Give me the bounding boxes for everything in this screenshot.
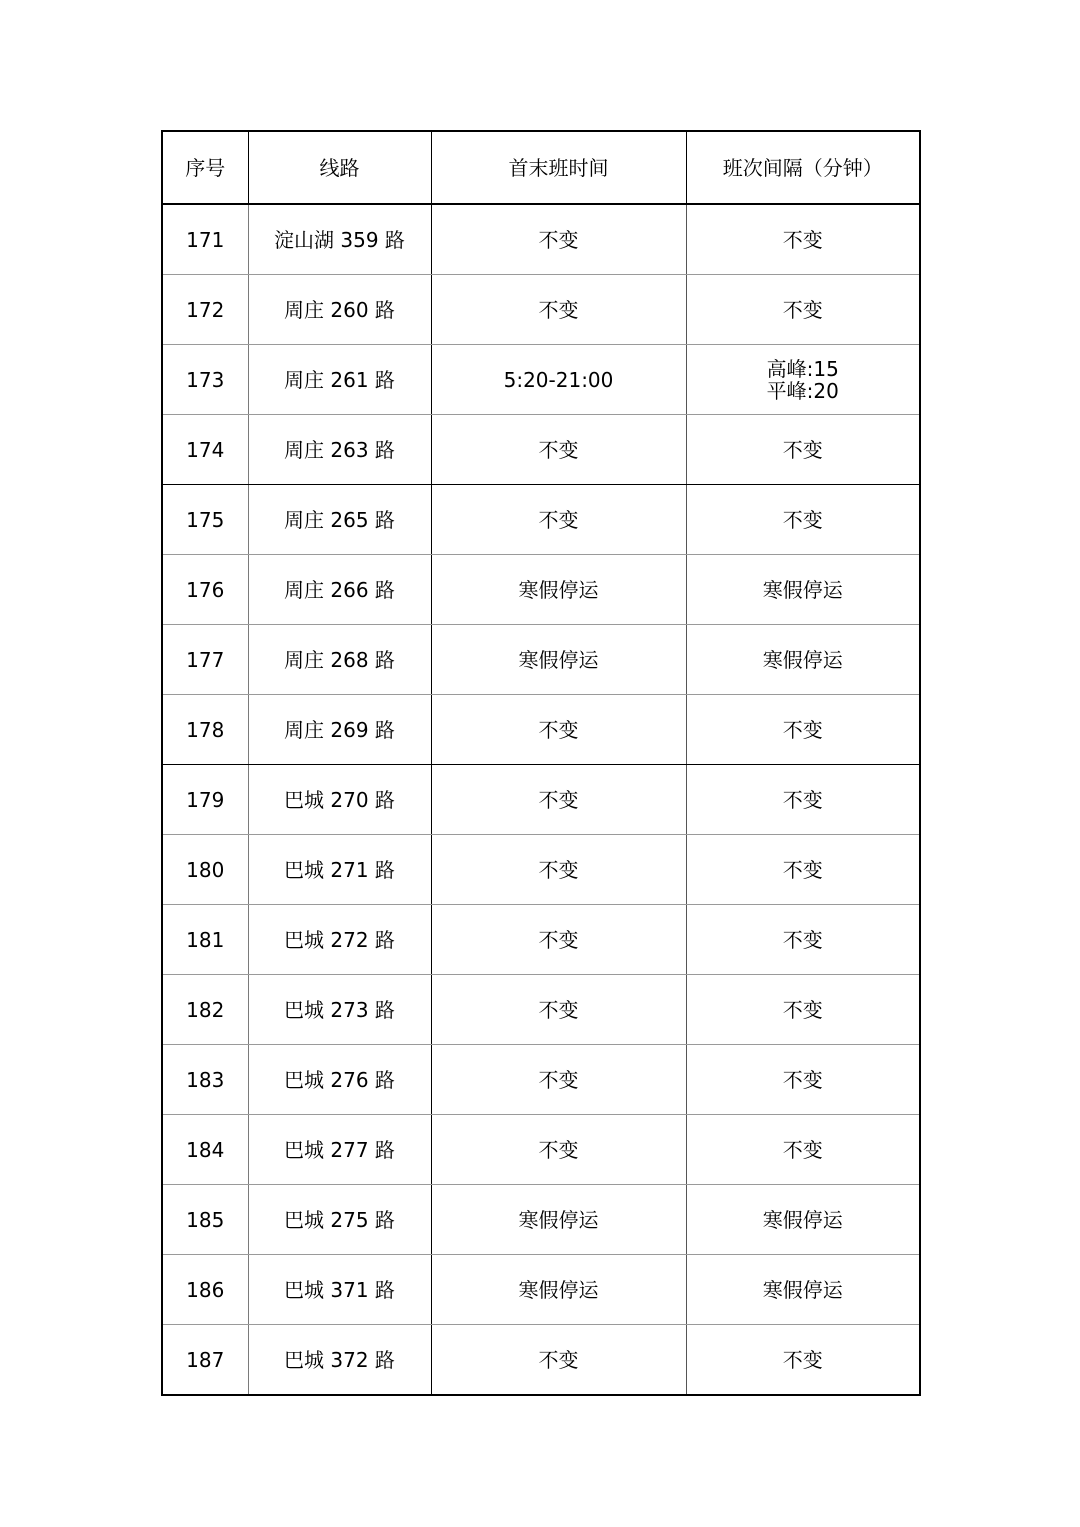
cell-seq: 186: [162, 1255, 248, 1325]
table-row: [162, 485, 920, 555]
table-row: [162, 905, 920, 975]
cell-line: 巴城 275 路: [248, 1185, 431, 1255]
table-row: [162, 1185, 920, 1255]
cell-interval: [686, 905, 920, 975]
table-row: [162, 765, 920, 835]
interval-line: 不变: [782, 297, 823, 322]
table-row: [162, 415, 920, 485]
cell-time: 不变: [431, 204, 686, 275]
cell-line: 巴城 273 路: [248, 975, 431, 1045]
table-row: [162, 555, 920, 625]
cell-seq: 171: [162, 204, 248, 275]
cell-interval: [686, 1045, 920, 1115]
cell-time: 不变: [431, 835, 686, 905]
table-row: [162, 1045, 920, 1115]
cell-line: 淀山湖 359 路: [248, 204, 431, 275]
cell-time: 寒假停运: [431, 1255, 686, 1325]
cell-interval: [686, 765, 920, 835]
table-row: [162, 1325, 920, 1396]
cell-seq: 177: [162, 625, 248, 695]
interval-line: 不变: [782, 857, 823, 882]
cell-time: 不变: [431, 765, 686, 835]
table-row: [162, 835, 920, 905]
table-row: [162, 1115, 920, 1185]
cell-seq: 182: [162, 975, 248, 1045]
cell-seq: 179: [162, 765, 248, 835]
interval-line: 不变: [782, 997, 823, 1022]
cell-interval: [686, 835, 920, 905]
header-row: [162, 131, 920, 204]
cell-interval: [686, 485, 920, 555]
cell-line: 周庄 261 路: [248, 345, 431, 415]
cell-line: 巴城 270 路: [248, 765, 431, 835]
cell-line: 巴城 277 路: [248, 1115, 431, 1185]
cell-seq: 172: [162, 275, 248, 345]
cell-line: 周庄 269 路: [248, 695, 431, 765]
cell-time: 不变: [431, 275, 686, 345]
cell-seq: 181: [162, 905, 248, 975]
cell-time: 不变: [431, 695, 686, 765]
header-seq: 序号: [162, 131, 248, 204]
cell-line: 周庄 266 路: [248, 555, 431, 625]
cell-time: 寒假停运: [431, 555, 686, 625]
cell-seq: 174: [162, 415, 248, 485]
cell-interval: [686, 204, 920, 275]
interval-line: 不变: [782, 507, 823, 532]
cell-interval: [686, 275, 920, 345]
interval-line: 寒假停运: [762, 1277, 843, 1302]
table-row: [162, 1255, 920, 1325]
cell-line: 周庄 268 路: [248, 625, 431, 695]
cell-line: 巴城 271 路: [248, 835, 431, 905]
cell-time: 5:20-21:00: [431, 345, 686, 415]
interval-line: 不变: [782, 787, 823, 812]
interval-line: 不变: [782, 1137, 823, 1162]
interval-line: 不变: [782, 927, 823, 952]
cell-seq: 178: [162, 695, 248, 765]
cell-time: 寒假停运: [431, 1185, 686, 1255]
interval-line: 不变: [782, 1347, 823, 1372]
table-row: [162, 275, 920, 345]
header-line: 线路: [248, 131, 431, 204]
bus-schedule-table: [161, 130, 921, 1396]
cell-seq: 183: [162, 1045, 248, 1115]
cell-time: 不变: [431, 1045, 686, 1115]
cell-time: 不变: [431, 1115, 686, 1185]
cell-time: 不变: [431, 975, 686, 1045]
header-interval: 班次间隔（分钟）: [686, 131, 920, 204]
cell-interval: [686, 345, 920, 415]
cell-line: 周庄 263 路: [248, 415, 431, 485]
interval-line: 不变: [782, 717, 823, 742]
cell-interval: [686, 625, 920, 695]
cell-line: 巴城 371 路: [248, 1255, 431, 1325]
interval-line: 寒假停运: [762, 1207, 843, 1232]
interval-line: 寒假停运: [762, 577, 843, 602]
cell-interval: [686, 1115, 920, 1185]
table-row: [162, 345, 920, 415]
cell-line: 巴城 272 路: [248, 905, 431, 975]
table-row: [162, 695, 920, 765]
cell-time: 不变: [431, 485, 686, 555]
table-header: [162, 131, 920, 204]
cell-time: 寒假停运: [431, 625, 686, 695]
table-row: [162, 625, 920, 695]
table-row: [162, 204, 920, 275]
cell-line: 周庄 260 路: [248, 275, 431, 345]
cell-line: 周庄 265 路: [248, 485, 431, 555]
table-row: [162, 975, 920, 1045]
cell-seq: 185: [162, 1185, 248, 1255]
cell-interval: [686, 695, 920, 765]
interval-line: 高峰:15: [766, 356, 839, 381]
cell-interval: [686, 555, 920, 625]
interval-line: 寒假停运: [762, 647, 843, 672]
interval-line: 不变: [782, 1067, 823, 1092]
interval-line: 平峰:20: [766, 378, 839, 403]
cell-line: 巴城 276 路: [248, 1045, 431, 1115]
cell-time: 不变: [431, 905, 686, 975]
cell-seq: 173: [162, 345, 248, 415]
cell-interval: [686, 1185, 920, 1255]
cell-interval: [686, 975, 920, 1045]
cell-interval: [686, 1325, 920, 1396]
header-time: 首末班时间: [431, 131, 686, 204]
cell-interval: [686, 415, 920, 485]
cell-line: 巴城 372 路: [248, 1325, 431, 1396]
cell-seq: 176: [162, 555, 248, 625]
interval-line: 不变: [782, 227, 823, 252]
cell-seq: 180: [162, 835, 248, 905]
interval-line: 不变: [782, 437, 823, 462]
cell-interval: [686, 1255, 920, 1325]
cell-seq: 184: [162, 1115, 248, 1185]
cell-seq: 187: [162, 1325, 248, 1396]
cell-time: 不变: [431, 415, 686, 485]
cell-time: 不变: [431, 1325, 686, 1396]
table-body: [162, 204, 920, 1395]
cell-seq: 175: [162, 485, 248, 555]
